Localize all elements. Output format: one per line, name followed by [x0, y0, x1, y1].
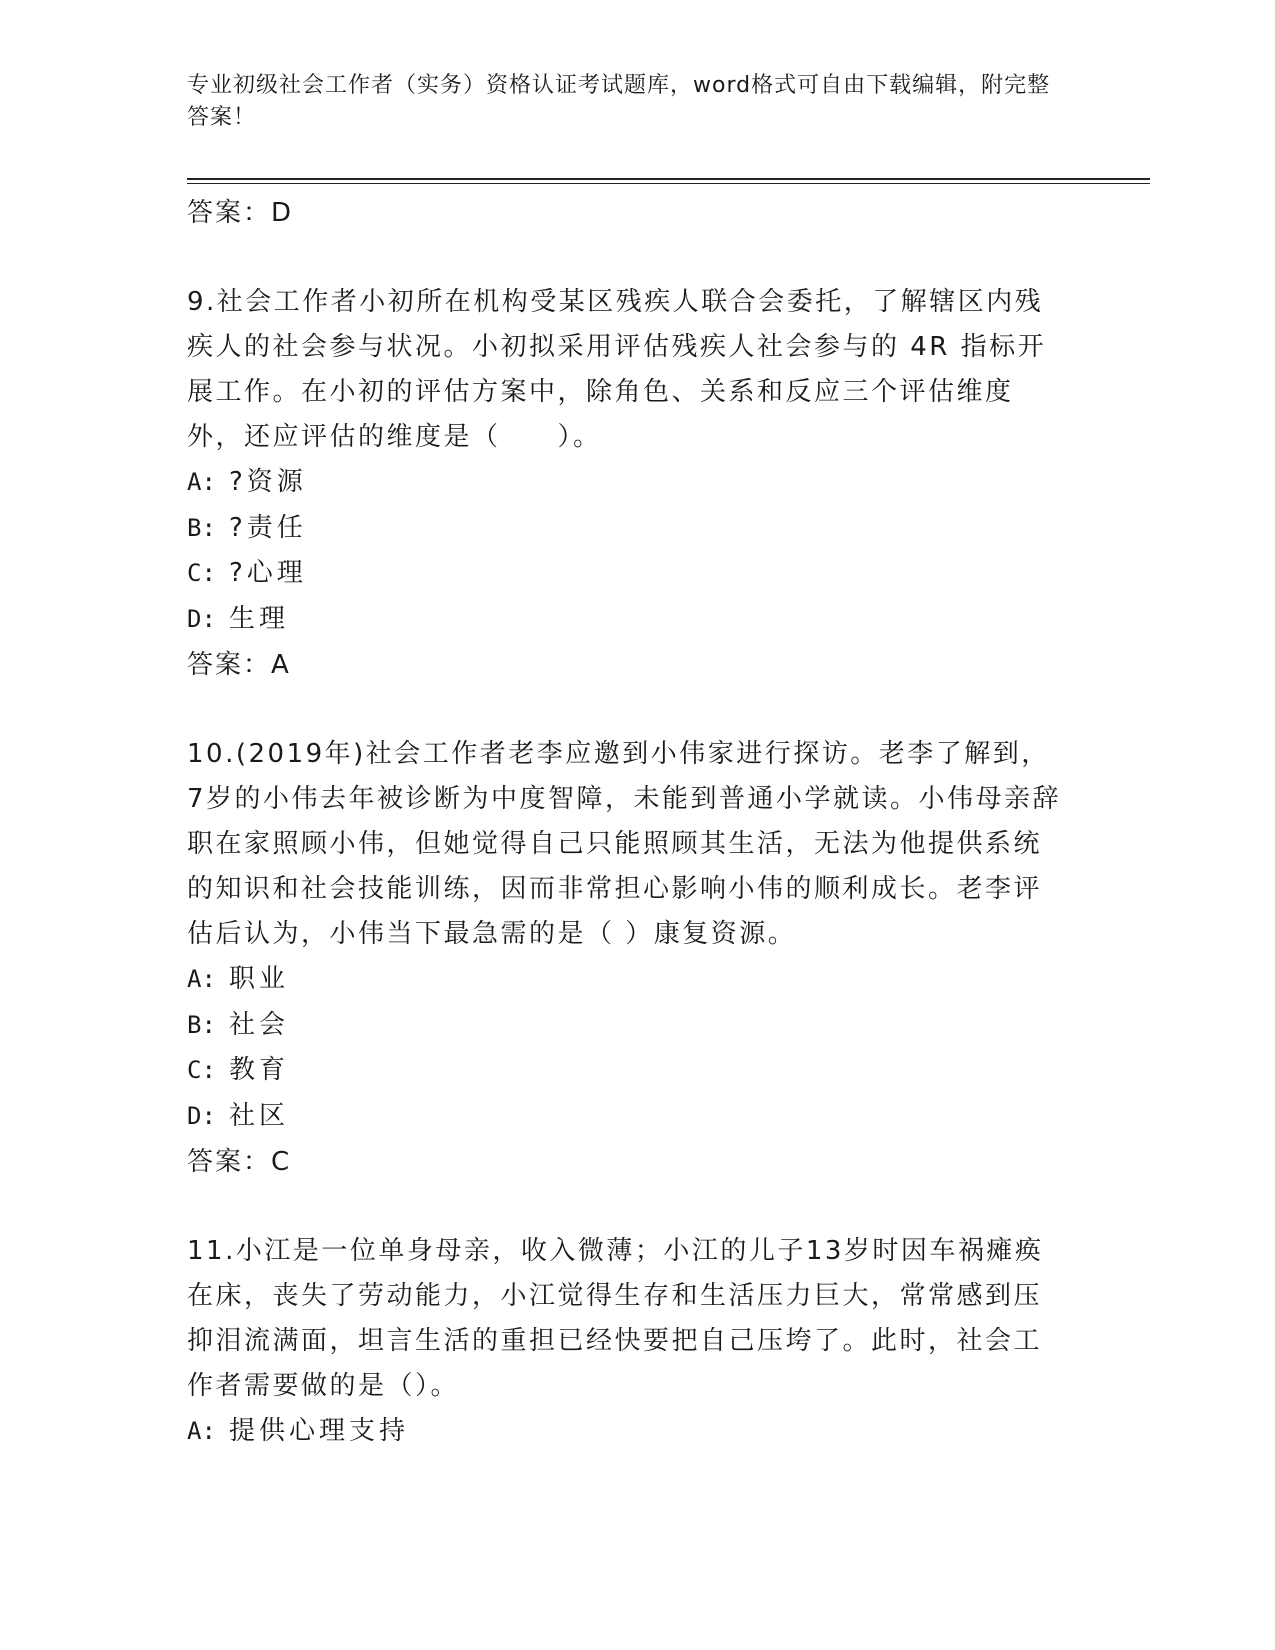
option-a [187, 1409, 1067, 1455]
option-letter: A: [187, 965, 216, 993]
option-letter: A: [187, 468, 216, 496]
option-text: 提供心理支持 [229, 1416, 410, 1446]
question-10 [187, 732, 1067, 1185]
option-text: 社区 [229, 1100, 290, 1131]
question-answer: 答案：C [187, 1147, 292, 1177]
spacer [187, 236, 1067, 280]
spacer [187, 1185, 1067, 1229]
question-stem: 10.(2019年)社会工作者老李应邀到小伟家进行探访。老李了解到，7岁的小伟去年被诊断为中度智障，未能到普通小学就读。小伟母亲辞职在家照顾小伟，但她觉得自己只能照顾其生活，无法为他提供系统的知识和社会技能训练，因而非常担心影响小伟的顺利成长。老李评估后认为，小伟当下最急需的是（ ）康复资源。 [187, 739, 1062, 949]
option-letter: C: [187, 559, 216, 587]
option-b [187, 1003, 1067, 1049]
option-text: 教育 [229, 1055, 290, 1085]
option-letter: B: [187, 1010, 216, 1039]
option-letter: D: [187, 1101, 216, 1130]
option-d [187, 1094, 1067, 1140]
spacer [187, 688, 1067, 732]
document-body [187, 188, 1067, 1455]
previous-answer: 答案：D [187, 198, 294, 228]
option-a [187, 957, 1067, 1003]
option-letter: C: [187, 1056, 216, 1084]
option-d [187, 597, 1067, 643]
question-stem: 11.小江是一位单身母亲，收入微薄；小江的儿子13岁时因车祸瘫痪在床，丧失了劳动能力，小江觉得生存和生活压力巨大，常常感到压抑泪流满面，坦言生活的重担已经快要把自己压垮了。此时，社会工作者需要做的是（）。 [187, 1236, 1044, 1401]
option-text: ?资源 [229, 467, 307, 497]
option-text: 生理 [229, 603, 290, 634]
option-letter: D: [187, 604, 216, 633]
option-c [187, 1048, 1067, 1094]
option-text: ?责任 [229, 512, 307, 543]
question-11 [187, 1229, 1067, 1455]
page-header: 专业初级社会工作者（实务）资格认证考试题库，word格式可自由下载编辑，附完整答案！ [187, 73, 1051, 130]
question-stem: 9.社会工作者小初所在机构受某区残疾人联合会委托，了解辖区内残疾人的社会参与状况。小初拟采用评估残疾人社会参与的 4R 指标开展工作。在小初的评估方案中，除角色、关系和反应三个评估维度外，还应评估的维度是（ ）。 [187, 287, 1047, 452]
option-letter: B: [187, 513, 216, 542]
question-answer: 答案：A [187, 650, 291, 680]
option-letter: A: [187, 1417, 216, 1445]
option-text: ?心理 [229, 558, 307, 588]
header-rule-thin [187, 183, 1150, 184]
option-text: 社会 [229, 1009, 290, 1040]
option-b [187, 506, 1067, 552]
option-a [187, 460, 1067, 506]
question-9 [187, 280, 1067, 688]
option-text: 职业 [229, 964, 290, 994]
header-rule-thick [187, 178, 1150, 180]
option-c [187, 551, 1067, 597]
